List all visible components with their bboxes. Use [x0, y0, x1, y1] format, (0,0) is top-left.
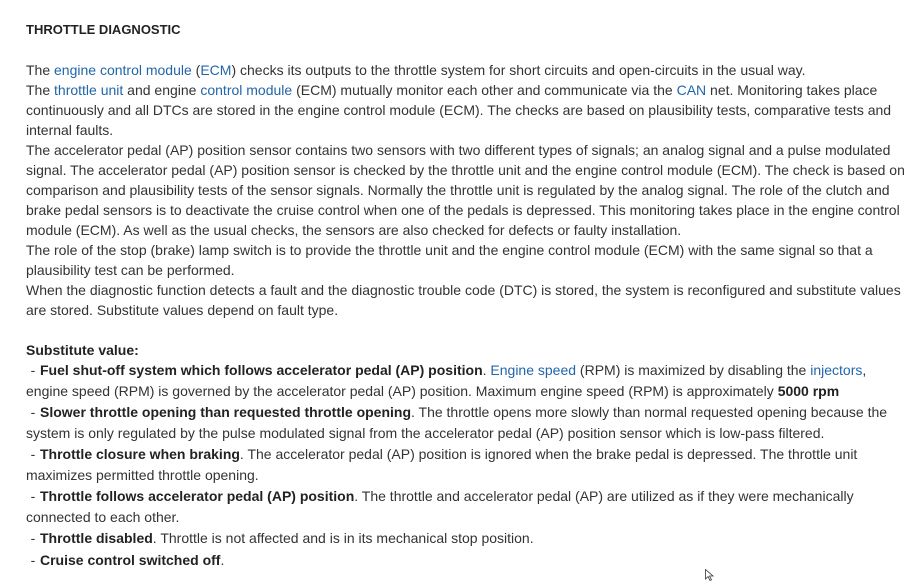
link-control-module[interactable]: control module [200, 82, 293, 98]
mouse-pointer-icon [705, 569, 715, 581]
substitute-list [26, 360, 906, 570]
list-item [26, 360, 906, 401]
text: and engine [123, 82, 201, 98]
paragraph-brake-lamp: The role of the stop (brake) lamp switch is to provide the throttle unit and the engine control module (ECM) with the same signal so that a plausibility test can be performed. [26, 242, 873, 278]
text: (RPM) is maximized by disabling the [576, 362, 811, 378]
text: The [26, 62, 55, 78]
dash-marker: - [30, 404, 36, 420]
text: The [26, 82, 55, 98]
text: . Throttle is not affected and is in its mechanical stop position. [152, 530, 534, 546]
item-title: Throttle follows accelerator pedal (AP) position [40, 488, 355, 504]
item-title: Cruise control switched off [40, 551, 221, 568]
item-title: Fuel shut-off system which follows accelerator pedal (AP) position [40, 362, 483, 378]
text: net. Monitoring takes place continuously and all DTCs are stored in the engine control module (ECM). The checks are based on plausibility tests, comparative tests and internal faults. [26, 82, 892, 138]
dash-marker: - [30, 446, 36, 462]
link-can[interactable]: CAN [676, 82, 707, 98]
substitute-heading: Substitute value: [26, 342, 139, 358]
text: . The throttle and accelerator pedal (AP) are utilized as if they were mechanically connected to each other. [26, 488, 854, 525]
spacer [26, 320, 906, 340]
text: ) checks its outputs to the throttle system for short circuits and open-circuits in the usual way. [231, 62, 806, 78]
item-title: Slower throttle opening than requested throttle opening [40, 404, 411, 420]
text: , engine speed (RPM) is governed by the accelerator pedal (AP) position. Maximum engine speed (RPM) is approximately [26, 362, 867, 399]
dash-marker: - [30, 362, 36, 378]
paragraph-ecm-outputs [26, 60, 906, 80]
text: (ECM) mutually monitor each other and communicate via the [292, 82, 677, 98]
link-ecm[interactable]: ECM [200, 62, 232, 78]
document-body [26, 20, 906, 571]
max-rpm-value: 5000 rpm [777, 382, 840, 399]
dash-marker: - [30, 530, 36, 546]
list-item [26, 444, 906, 485]
text: . [482, 362, 491, 378]
link-engine-speed[interactable]: Engine speed [490, 362, 577, 378]
paragraph-throttle-unit [26, 80, 906, 140]
dash-marker: - [30, 551, 36, 568]
text: . [220, 551, 225, 568]
link-engine-control-module[interactable]: engine control module [54, 62, 192, 78]
page-title: THROTTLE DIAGNOSTIC [26, 22, 181, 37]
text: . The throttle opens more slowly than normal requested opening because the system is only regulated by the pulse modulated signal from the accelerator pedal (AP) position sensor which is low-pass filtered. [26, 404, 888, 441]
item-title: Throttle disabled [40, 530, 153, 546]
list-item [26, 402, 906, 443]
list-item [26, 528, 906, 549]
link-injectors[interactable]: injectors [810, 362, 863, 378]
paragraph-substitute-values: When the diagnostic function detects a fault and the diagnostic trouble code (DTC) is stored, the system is reconfigured and substitute values are stored. Substitute values depend on fault type. [26, 282, 901, 318]
list-item [26, 486, 906, 527]
item-title: Throttle closure when braking [40, 446, 240, 462]
link-throttle-unit[interactable]: throttle unit [54, 82, 124, 98]
dash-marker: - [30, 488, 36, 504]
paragraph-ap-sensor: The accelerator pedal (AP) position sensor contains two sensors with two different types of signals; an analog signal and a pulse modulated signal. The accelerator pedal (AP) position sensor is checked by the throttle unit and the engine control module (ECM). The check is based on comparison and plausibility tests of the sensor signals. Normally the throttle unit is regulated by the analog signal. The role of the clutch and brake pedal sensors is to deactivate the cruise control when one of the pedals is depressed. This monitoring takes place in the engine control module (ECM). As well as the usual checks, the sensors are also checked for defects or faulty installation. [26, 142, 905, 238]
list-item [26, 550, 906, 571]
text: . The accelerator pedal (AP) position is ignored when the brake pedal is depressed. The throttle unit maximizes permitted throttle opening. [26, 446, 858, 483]
text: ( [191, 62, 201, 78]
